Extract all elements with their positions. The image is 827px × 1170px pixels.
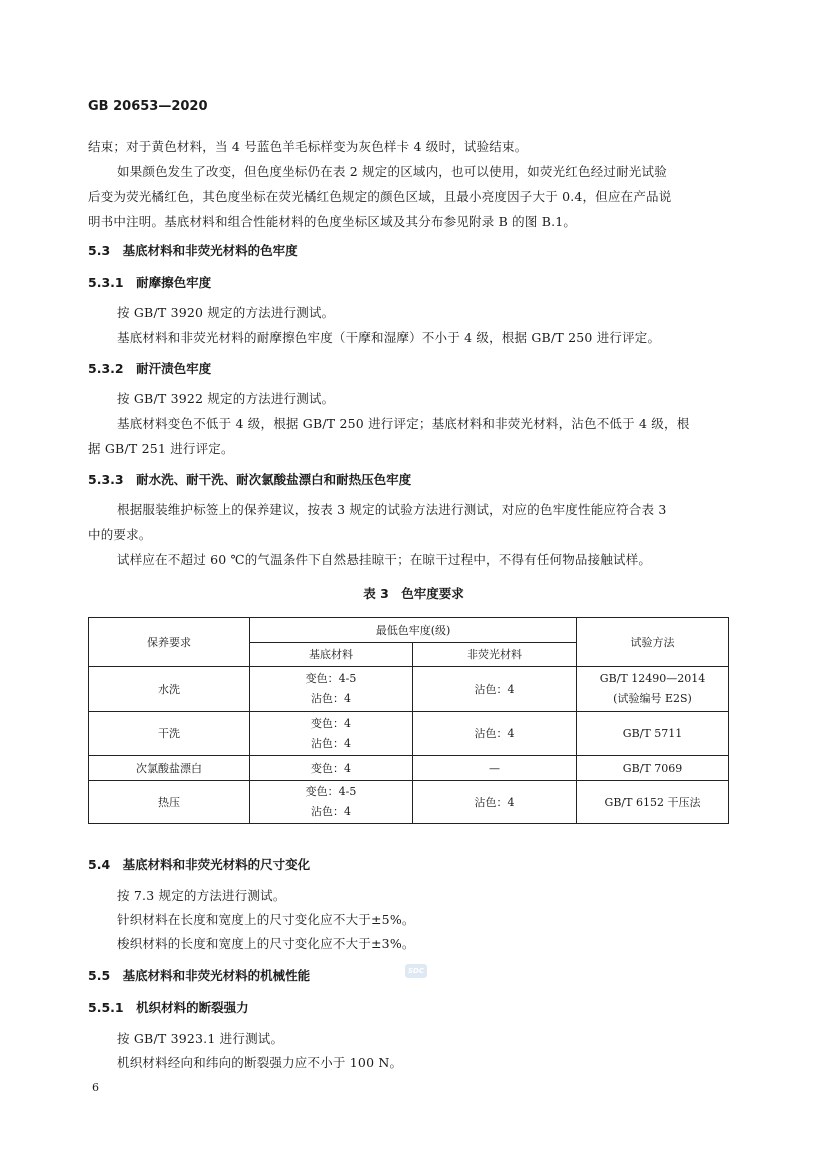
cell-nonfluor: 沾色：4 — [413, 667, 577, 712]
cell-line: 变色：4-5 — [305, 785, 357, 798]
cell-base — [250, 712, 413, 756]
cell-base: 变色：4 — [250, 756, 413, 781]
paragraph-line: 基底材料变色不低于 4 级，根据 GB/T 250 进行评定；基底材料和非荧光材料，沾色不低于 4 级，根 — [117, 416, 690, 431]
header-base: 基底材料 — [250, 643, 413, 667]
table-row — [89, 712, 729, 756]
paragraph-line: 结束；对于黄色材料，当 4 号蓝色羊毛标样变为灰色样卡 4 级时，试验结束。 — [88, 139, 528, 154]
section-heading-5-5: 5.5 基底材料和非荧光材料的机械性能 — [88, 968, 311, 983]
cell-care: 次氯酸盐漂白 — [89, 756, 250, 781]
paragraph-line: 按 GB/T 3923.1 进行测试。 — [117, 1031, 284, 1046]
paragraph-line: 按 GB/T 3922 规定的方法进行测试。 — [117, 391, 335, 406]
section-heading-5-3: 5.3 基底材料和非荧光材料的色牢度 — [88, 243, 298, 258]
paragraph-line: 按 7.3 规定的方法进行测试。 — [117, 888, 286, 903]
table-caption: 表 3 色牢度要求 — [363, 586, 464, 601]
paragraph-line: 如果颜色发生了改变，但色度坐标仍在表 2 规定的区域内，也可以使用，如荧光红色经过耐光试验 — [117, 164, 667, 179]
cell-line: 沾色：4 — [311, 692, 351, 705]
cell-line: GB/T 12490—2014 — [599, 672, 706, 685]
header-min-grade: 最低色牢度(级) — [250, 618, 577, 643]
section-heading-5-4: 5.4 基底材料和非荧光材料的尺寸变化 — [88, 857, 311, 872]
paragraph-line: 试样应在不超过 60 ℃的气温条件下自然悬挂晾干；在晾干过程中，不得有任何物品接触试样。 — [117, 552, 652, 567]
watermark-logo: SDC — [405, 964, 427, 978]
table-row — [89, 781, 729, 824]
cell-nonfluor: 沾色：4 — [413, 781, 577, 824]
cell-care: 干洗 — [89, 712, 250, 756]
paragraph-line: 梭织材料的长度和宽度上的尺寸变化应不大于±3%。 — [117, 936, 415, 951]
page-number: 6 — [92, 1081, 99, 1094]
cell-line: 沾色：4 — [311, 736, 351, 750]
cell-care: 水洗 — [89, 667, 250, 712]
paragraph-line: 针织材料在长度和宽度上的尺寸变化应不大于±5%。 — [117, 912, 415, 927]
header-nonfluor: 非荧光材料 — [413, 643, 577, 667]
cell-nonfluor: — — [413, 756, 577, 781]
paragraph-line: 据 GB/T 251 进行评定。 — [88, 441, 234, 456]
paragraph-line: 中的要求。 — [88, 527, 152, 542]
table-row — [89, 756, 729, 781]
cell-base — [250, 667, 413, 712]
header-care: 保养要求 — [89, 618, 250, 667]
cell-method — [577, 667, 729, 712]
paragraph-line: 基底材料和非荧光材料的耐摩擦色牢度（干摩和湿摩）不小于 4 级，根据 GB/T 250 进行评定。 — [117, 330, 661, 345]
section-heading-5-3-2: 5.3.2 耐汗渍色牢度 — [88, 361, 212, 376]
cell-base — [250, 781, 413, 824]
cell-line: 沾色：4 — [311, 805, 351, 818]
colour-fastness-table — [88, 617, 729, 824]
standard-code-header: GB 20653—2020 — [88, 99, 208, 114]
paragraph-line: 后变为荧光橘红色，其色度坐标在荧光橘红色规定的颜色区域，且最小亮度因子大于 0.4，但应在产品说 — [88, 189, 672, 204]
paragraph-line: 按 GB/T 3920 规定的方法进行测试。 — [117, 305, 335, 320]
header-method: 试验方法 — [577, 618, 729, 667]
cell-method: GB/T 7069 — [577, 756, 729, 781]
section-heading-5-5-1: 5.5.1 机织材料的断裂强力 — [88, 1000, 249, 1015]
section-heading-5-3-1: 5.3.1 耐摩擦色牢度 — [88, 275, 212, 290]
cell-method: GB/T 6152 干压法 — [577, 781, 729, 824]
paragraph-line: 机织材料经向和纬向的断裂强力应不小于 100 N。 — [117, 1055, 403, 1070]
cell-nonfluor: 沾色：4 — [413, 712, 577, 756]
cell-line: 变色：4 — [311, 716, 351, 730]
table-row — [89, 667, 729, 712]
cell-method: GB/T 5711 — [577, 712, 729, 756]
section-heading-5-3-3: 5.3.3 耐水洗、耐干洗、耐次氯酸盐漂白和耐热压色牢度 — [88, 472, 412, 487]
paragraph-line: 根据服装维护标签上的保养建议，按表 3 规定的试验方法进行测试，对应的色牢度性能应符合表 3 — [117, 502, 667, 517]
paragraph-line: 明书中注明。基底材料和组合性能材料的色度坐标区域及其分布参见附录 B 的图 B.1。 — [88, 214, 577, 229]
cell-line: 变色：4-5 — [305, 672, 357, 685]
cell-line: (试验编号 E2S) — [613, 692, 692, 705]
cell-care: 热压 — [89, 781, 250, 824]
